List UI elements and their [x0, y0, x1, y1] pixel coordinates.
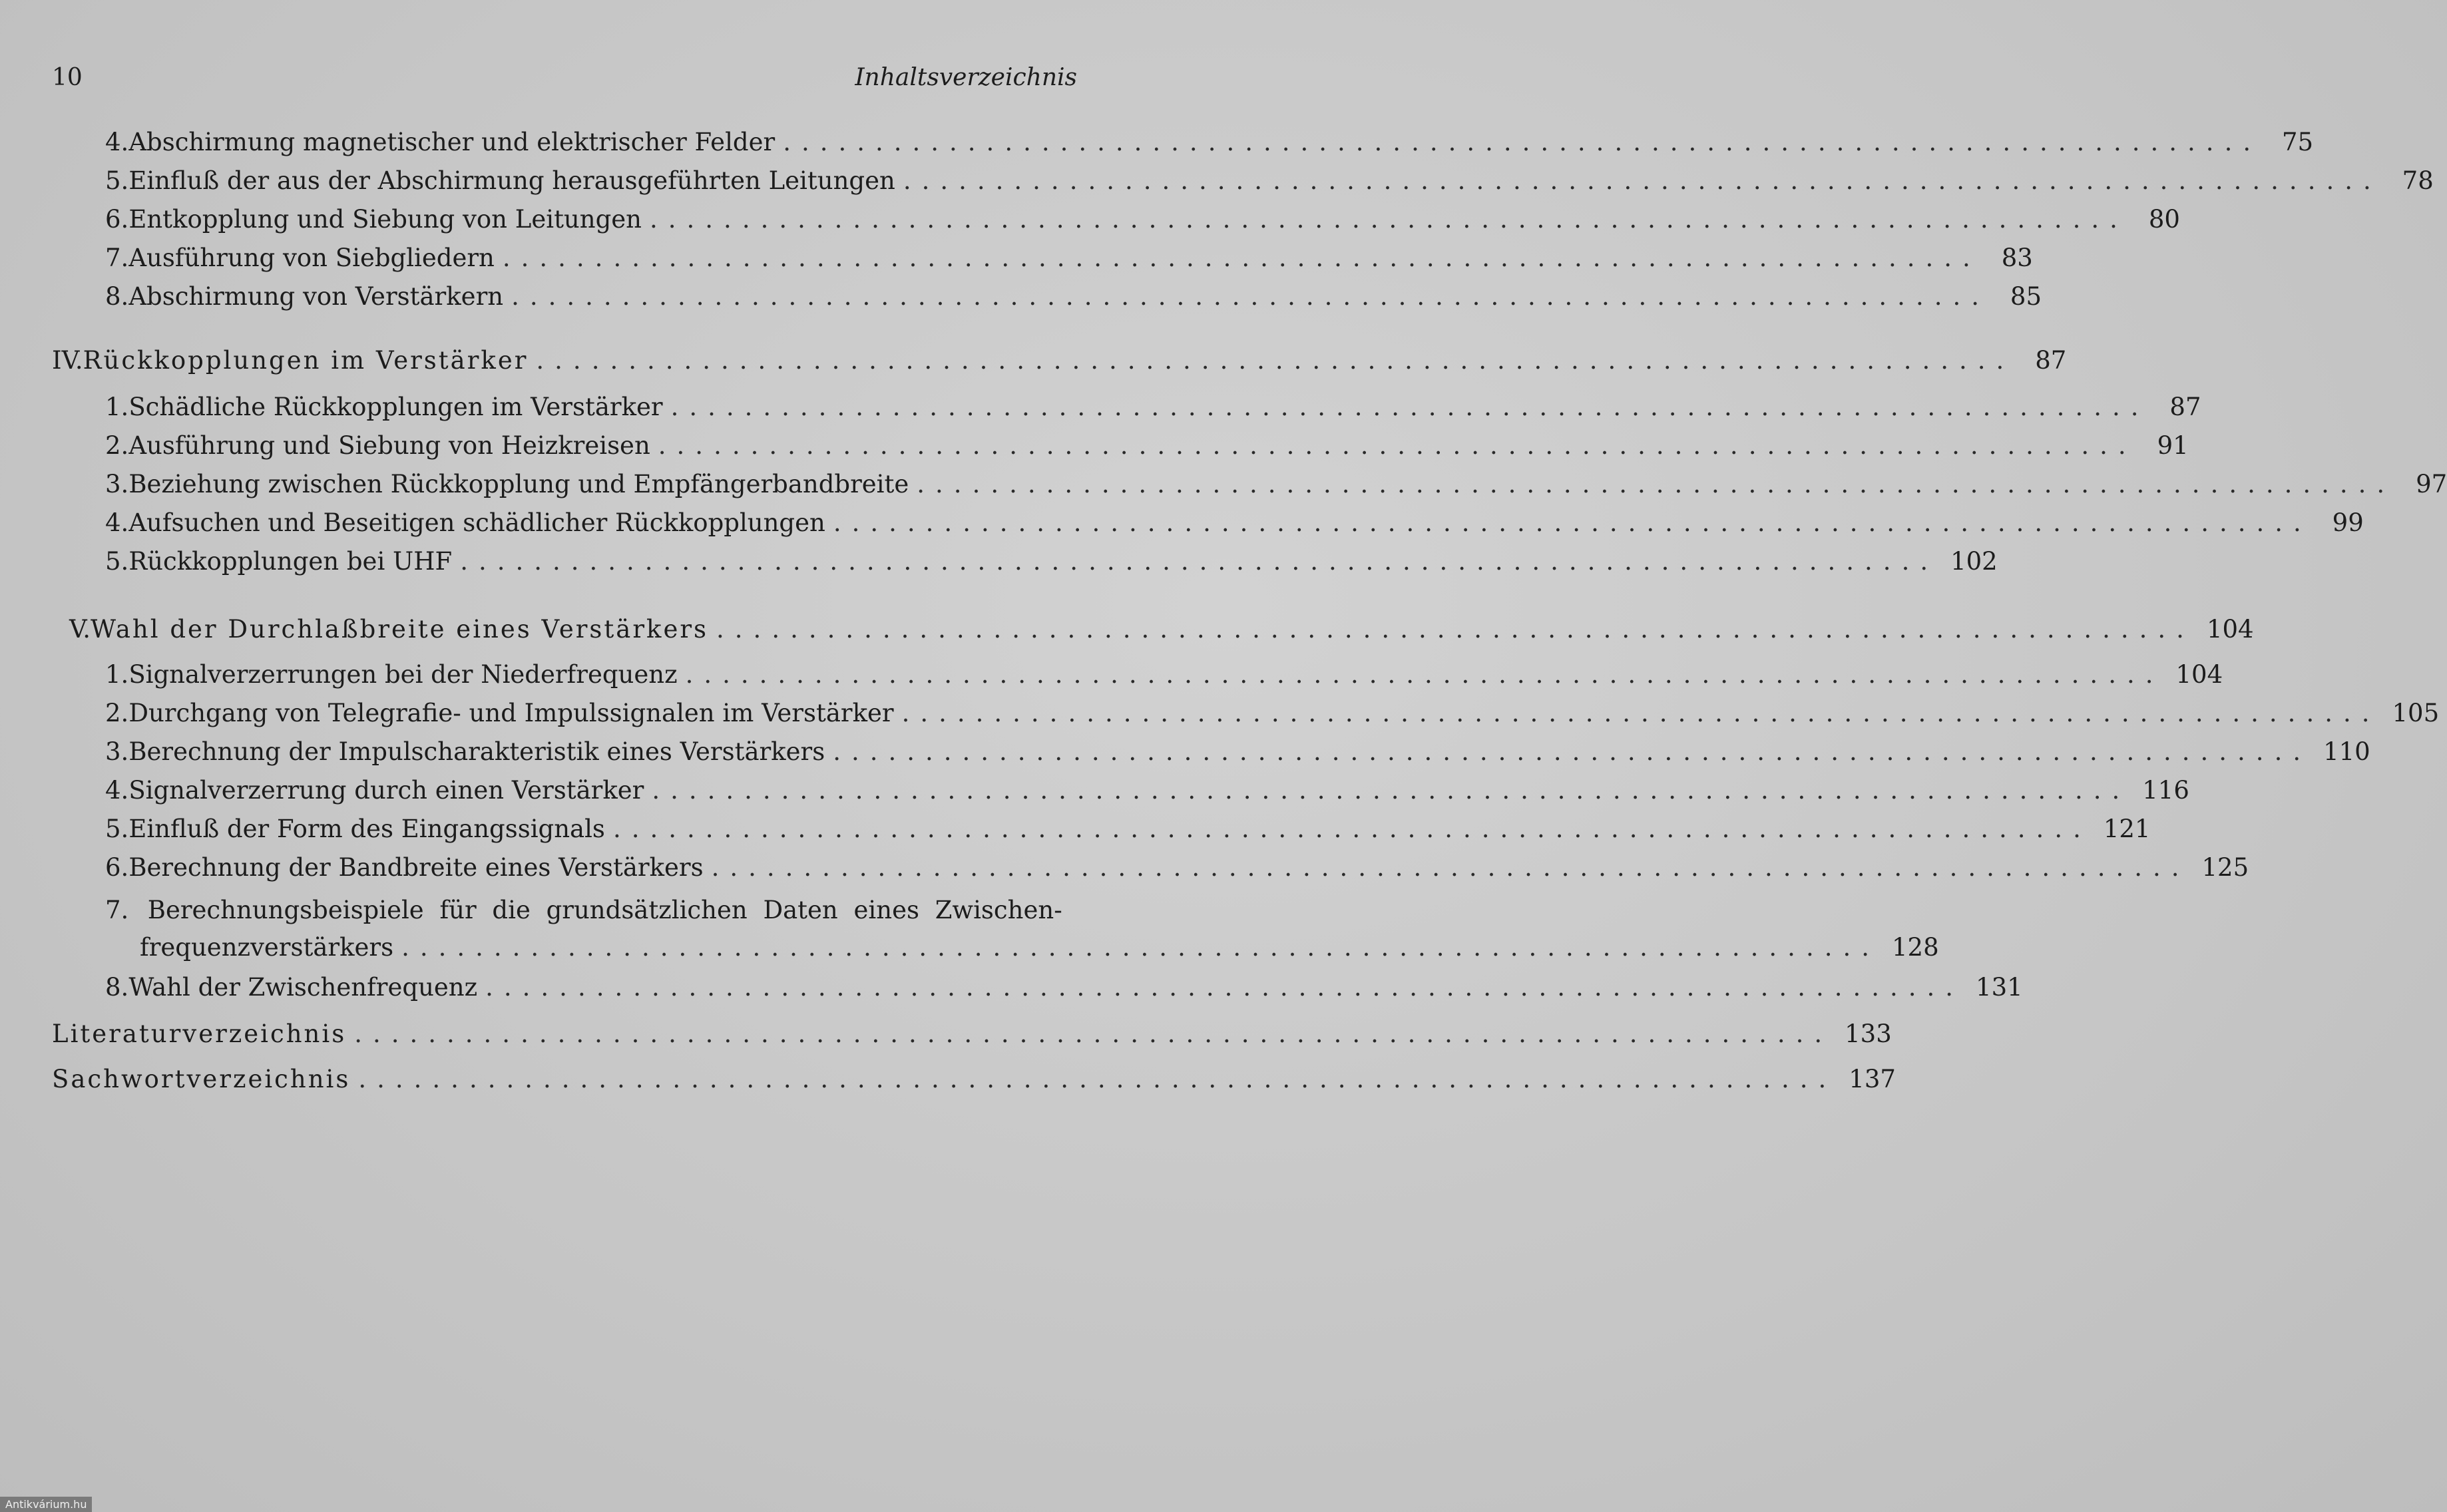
- toc-chapter-v: V. Wahl der Durchlaßbreite eines Verstärkers ................................................................................ 104: [69, 615, 2254, 644]
- dot-leader: ................................................................................: [511, 282, 1990, 311]
- dot-leader: ................................................................................: [652, 776, 2131, 805]
- dot-leader: ................................................................................: [612, 815, 2092, 843]
- toc-entry-iii-7: 7. Ausführung von Siebgliedern ................................................................................ 83: [105, 244, 2033, 272]
- page-number: 10: [52, 64, 83, 91]
- page-ref: 128: [1892, 933, 1939, 962]
- toc-entry-iv-1: 1. Schädliche Rückkopplungen im Verstärker ................................................................................ 87: [105, 393, 2201, 421]
- dot-leader: ................................................................................: [901, 699, 2380, 727]
- page-ref: 80: [2148, 205, 2180, 234]
- dot-leader: ................................................................................: [460, 547, 1939, 576]
- page-ref: 87: [2035, 346, 2067, 375]
- dot-leader: ................................................................................: [358, 1065, 1837, 1093]
- page-ref: 87: [2169, 393, 2201, 421]
- dot-leader: ................................................................................: [536, 346, 2015, 375]
- toc-entry-v-6: 6. Berechnung der Bandbreite eines Verstärkers ................................................................................ 125: [105, 853, 2249, 882]
- toc-entry-iv-2: 2. Ausführung und Siebung von Heizkreisen ................................................................................ 91: [105, 431, 2189, 460]
- dot-leader: ................................................................................: [650, 205, 2128, 234]
- page-ref: 99: [2332, 508, 2364, 537]
- dot-leader: ................................................................................: [658, 431, 2137, 460]
- toc-chapter-iv: IV. Rückkopplungen im Verstärker ................................................................................ 87: [52, 346, 2067, 375]
- toc-sachwortverzeichnis: Sachwortverzeichnis ................................................................................ 137: [52, 1065, 1896, 1093]
- watermark: Antikvárium.hu: [0, 1497, 92, 1512]
- toc-literaturverzeichnis: Literaturverzeichnis ................................................................................ 133: [52, 1020, 1892, 1048]
- page-ref: 125: [2201, 853, 2249, 882]
- page-ref: 83: [2001, 244, 2033, 272]
- page-ref: 131: [1976, 973, 2023, 1002]
- toc-entry-iii-6: 6. Entkopplung und Siebung von Leitungen ................................................................................ 80: [105, 205, 2180, 234]
- dot-leader: ................................................................................: [485, 973, 1964, 1002]
- dot-leader: ................................................................................: [354, 1020, 1833, 1048]
- page-ref: 137: [1849, 1065, 1896, 1093]
- page-ref: 121: [2103, 815, 2151, 843]
- toc-entry-v-3: 3. Berechnung der Impulscharakteristik eines Verstärkers ................................................................................ 110: [105, 737, 2370, 766]
- page-ref: 91: [2157, 431, 2189, 460]
- toc-entry-v-8: 8. Wahl der Zwischenfrequenz ................................................................................ 131: [105, 973, 2023, 1002]
- page-ref: 110: [2323, 737, 2370, 766]
- toc-entry-v-1: 1. Signalverzerrungen bei der Niederfrequenz ................................................................................ 104: [105, 660, 2223, 689]
- page-ref: 104: [2206, 615, 2254, 644]
- toc-entry-v-2: 2. Durchgang von Telegrafie- und Impulssignalen im Verstärker ................................................................................ 105: [105, 699, 2440, 727]
- dot-leader: ................................................................................: [903, 166, 2382, 195]
- dot-leader: ................................................................................: [833, 737, 2312, 766]
- dot-leader: ................................................................................: [833, 508, 2312, 537]
- toc-entry-v-7-line1: 7. Berechnungsbeispiele für die grundsätzlichen Daten eines Zwischen-: [105, 896, 1062, 924]
- dot-leader: ................................................................................: [685, 660, 2164, 689]
- toc-entry-iv-3: 3. Beziehung zwischen Rückkopplung und Empfängerbandbreite ................................................................................ 97: [105, 470, 2447, 498]
- dot-leader: ................................................................................: [917, 470, 2396, 498]
- toc-entry-iv-4: 4. Aufsuchen und Beseitigen schädlicher Rückkopplungen ................................................................................ 99: [105, 508, 2364, 537]
- toc-entry-v-5: 5. Einfluß der Form des Eingangssignals ................................................................................ 121: [105, 815, 2151, 843]
- dot-leader: ................................................................................: [670, 393, 2149, 421]
- dot-leader: ................................................................................: [401, 933, 1880, 962]
- toc-entry-iv-5: 5. Rückkopplungen bei UHF ................................................................................ 102: [105, 547, 1998, 576]
- toc-entry-iii-8: 8. Abschirmung von Verstärkern ................................................................................ 85: [105, 282, 2042, 311]
- page-ref: 97: [2416, 470, 2447, 498]
- page-ref: 78: [2402, 166, 2434, 195]
- dot-leader: ................................................................................: [783, 128, 2262, 156]
- toc-entry-iii-5: 5. Einfluß der aus der Abschirmung herausgeführten Leitungen ................................................................................ 78: [105, 166, 2434, 195]
- page-ref: 85: [2010, 282, 2042, 311]
- page-ref: 116: [2142, 776, 2189, 805]
- dot-leader: ................................................................................: [716, 615, 2195, 644]
- page-ref: 75: [2282, 128, 2314, 156]
- page-ref: 104: [2175, 660, 2223, 689]
- page-ref: 102: [1950, 547, 1998, 576]
- dot-leader: ................................................................................: [711, 853, 2190, 882]
- page-ref: 133: [1845, 1020, 1892, 1048]
- toc-entry-v-7-line2: frequenzverstärkers ................................................................................ 128: [140, 933, 1939, 962]
- toc-entry-iii-4: 4. Abschirmung magnetischer und elektrischer Felder ................................................................................ 75: [105, 128, 2314, 156]
- running-head: Inhaltsverzeichnis: [855, 64, 1077, 91]
- page-ref: 105: [2392, 699, 2440, 727]
- dot-leader: ................................................................................: [502, 244, 1981, 272]
- toc-entry-v-4: 4. Signalverzerrung durch einen Verstärker ................................................................................ 116: [105, 776, 2189, 805]
